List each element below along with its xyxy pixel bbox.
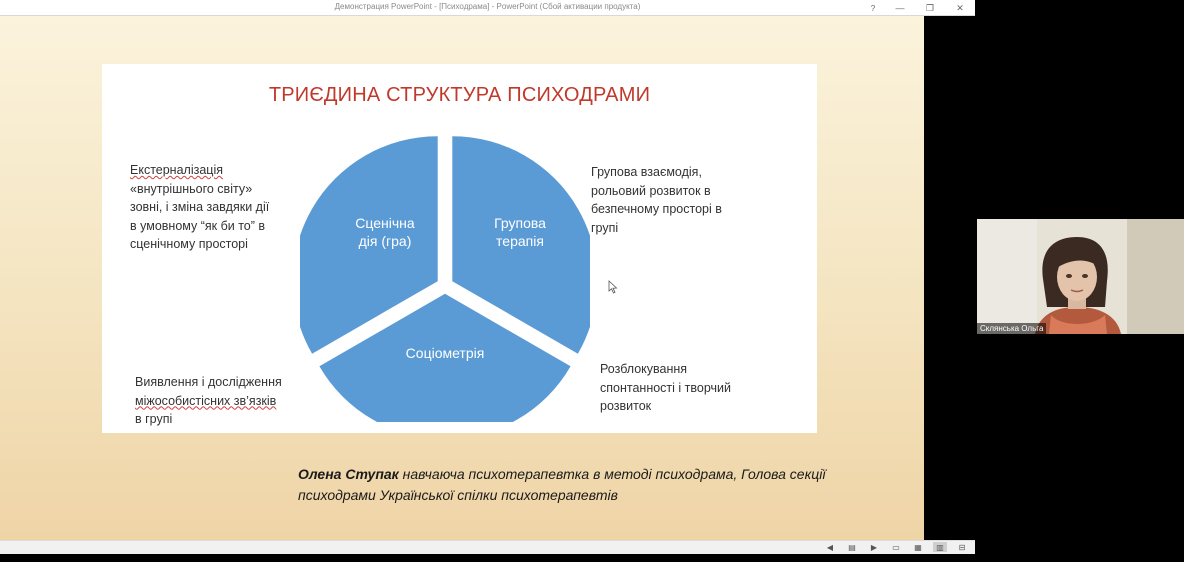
next-slide-icon[interactable]: ▶ [870,542,878,552]
text-line: Групова взаємодія, [591,165,702,179]
text-externalization [130,161,310,254]
slide-title: ТРИЄДИНА СТРУКТУРА ПСИХОДРАМИ [268,84,651,106]
segment-label-line: Групова [494,215,546,231]
help-button[interactable]: ? [870,3,876,13]
segment-label-line: Сценічна [355,215,415,231]
text-line: безпечному просторі в [591,202,722,216]
segment-label-sociometry [365,344,525,362]
text-line: розвиток [600,399,652,413]
text-line: групі [591,220,619,235]
text-line: «внутрішнього світу» [130,181,253,196]
text-line: рольовий розвиток в [591,183,711,198]
participant-name: Склянська Ольга [977,323,1046,334]
status-bar [0,540,975,554]
author-name: Олена Ступак [298,466,399,482]
segment-label-line: терапія [496,233,544,249]
caption-line-2: психодрами Української спілки психотерапевтів [298,487,618,503]
prev-slide-icon[interactable]: ◀ [826,542,834,552]
window-title: Демонстрация PowerPoint - [Психодрама] - PowerPoint (Сбой активации продукта) [334,2,641,11]
window-controls [861,0,975,16]
text-line: Розблокування [600,362,688,376]
reading-view-icon[interactable]: ▥ [933,542,947,552]
text-group-interaction [591,163,791,237]
minimize-button[interactable]: — [895,3,905,13]
letterbox-strip [924,16,975,540]
text-line: в групі [135,412,173,426]
mouse-pointer-icon [608,280,618,294]
segment-label-line: дія (гра) [358,233,412,249]
text-line: сценічному просторі [130,237,248,251]
participant-video[interactable] [977,219,1184,334]
slide-image [102,64,817,433]
segment-label-line: Соціометрія [405,345,485,361]
text-line: зовні, і зміна завдяки дії [130,200,270,214]
title-bar [0,0,975,16]
maximize-button[interactable]: ❐ [925,2,935,13]
participant-avatar [977,219,1184,334]
text-line: в умовному “як би то” в [130,218,266,233]
segment-label-scenic-action [310,214,460,250]
slide-sorter-icon[interactable]: ▦ [914,542,922,552]
slide-canvas [0,16,924,540]
close-button[interactable]: ✕ [956,2,964,13]
slide-menu-icon[interactable]: ▤ [848,542,856,552]
text-line: Виявлення і дослідження [135,375,282,389]
text-line: спонтанності і творчий [600,380,731,395]
text-line: міжособистісних зв’язків [135,393,277,408]
triune-pie-diagram [300,132,590,422]
normal-view-icon[interactable]: ▭ [892,542,900,552]
segment-label-group-therapy [460,214,580,250]
text-line: Екстерналізація [130,163,223,177]
caption-line-1 [298,464,918,485]
author-role: навчаюча психотерапевтка в методі психодрама, Голова секції [398,466,826,482]
text-interpersonal [135,373,335,429]
text-unblocking [600,360,790,416]
slideshow-view-icon[interactable]: ⊟ [958,542,966,552]
view-controls [823,542,969,552]
author-caption [298,464,918,506]
